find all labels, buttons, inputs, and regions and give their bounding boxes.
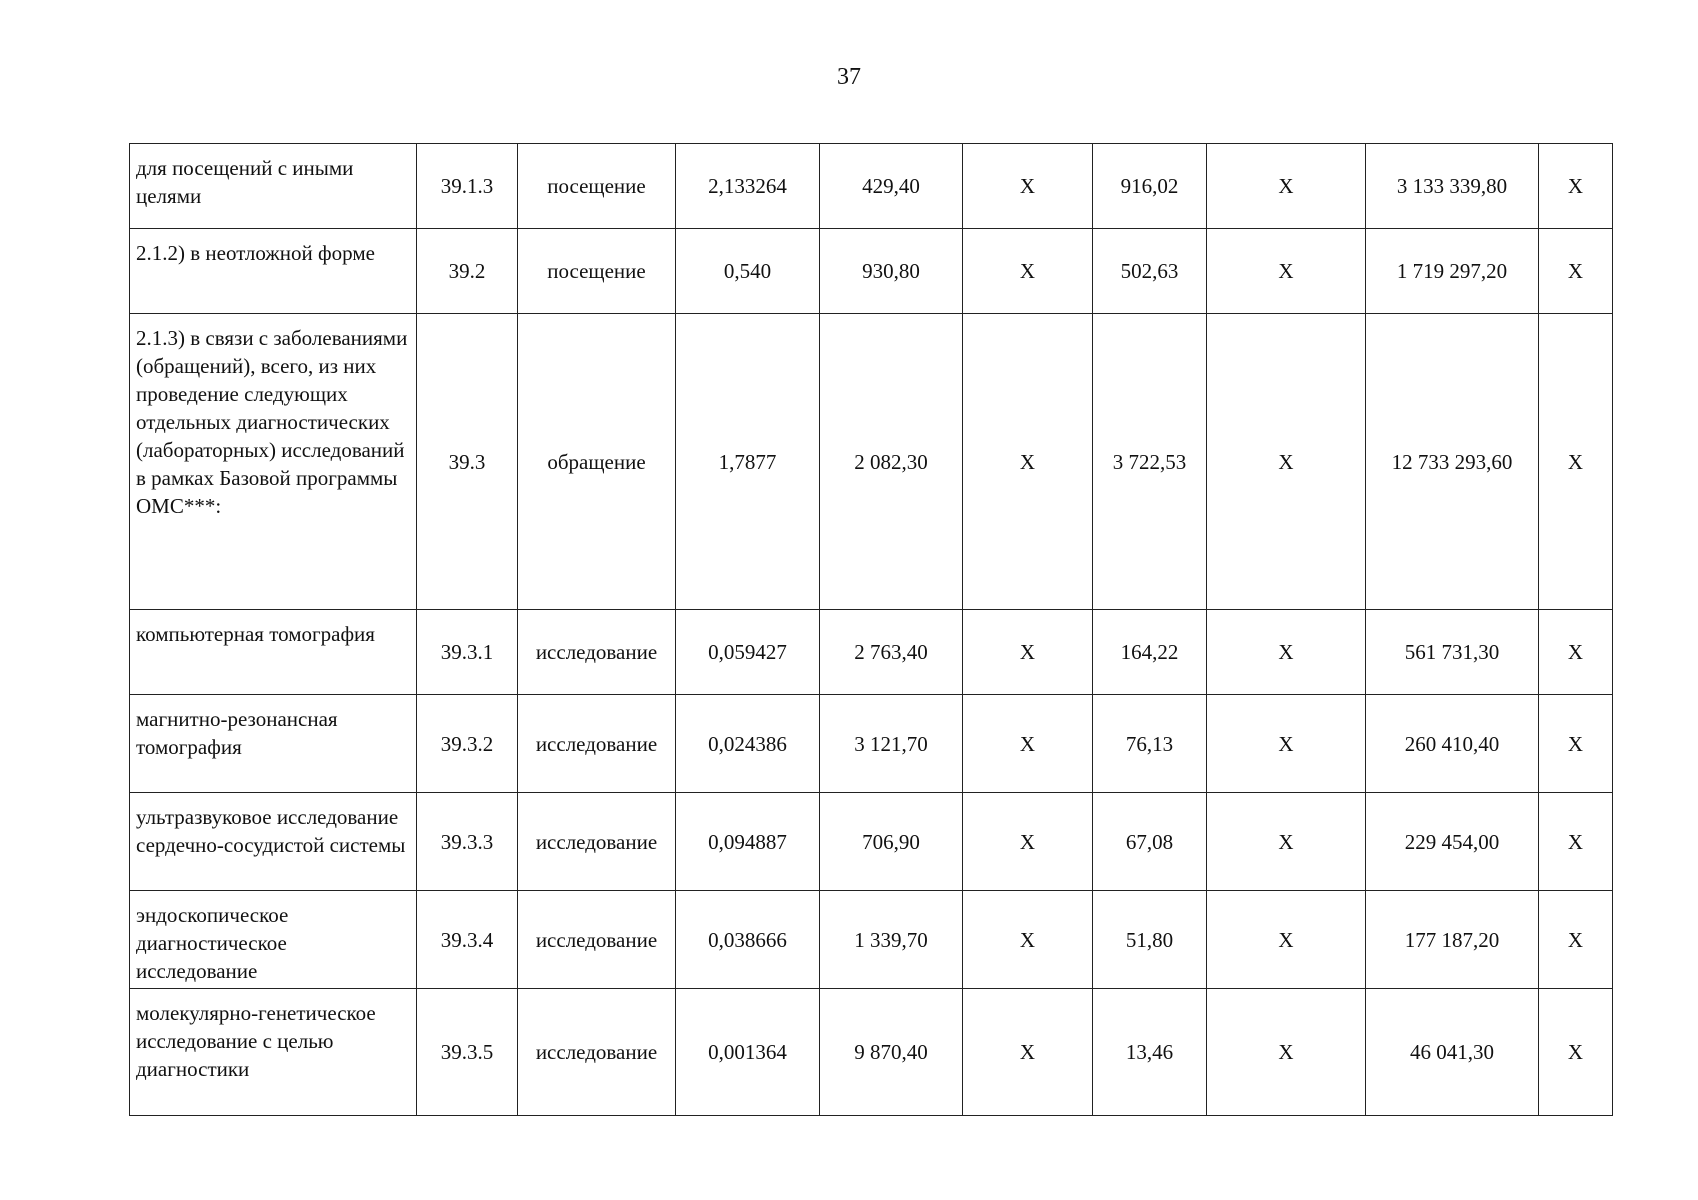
table-row xyxy=(130,989,1613,1116)
row-per-capita: 76,13 xyxy=(1093,695,1207,793)
row-col10: X xyxy=(1539,891,1613,989)
row-col8: X xyxy=(1207,891,1366,989)
row-col10: X xyxy=(1539,314,1613,610)
row-col6: X xyxy=(963,891,1093,989)
row-code: 39.3.5 xyxy=(417,989,518,1116)
row-per-capita: 67,08 xyxy=(1093,793,1207,891)
row-col10: X xyxy=(1539,229,1613,314)
row-unit: исследование xyxy=(518,793,676,891)
row-col8: X xyxy=(1207,695,1366,793)
row-norm: 0,024386 xyxy=(676,695,820,793)
row-unit: обращение xyxy=(518,314,676,610)
row-total: 3 133 339,80 xyxy=(1366,144,1539,229)
row-code: 39.3 xyxy=(417,314,518,610)
row-code: 39.2 xyxy=(417,229,518,314)
row-cost: 2 763,40 xyxy=(820,610,963,695)
row-total: 260 410,40 xyxy=(1366,695,1539,793)
row-name: молекулярно-генетическое исследование с целью диагностики xyxy=(130,989,417,1116)
table-row xyxy=(130,891,1613,989)
table-row xyxy=(130,695,1613,793)
row-norm: 2,133264 xyxy=(676,144,820,229)
row-cost: 930,80 xyxy=(820,229,963,314)
row-unit: исследование xyxy=(518,891,676,989)
data-table xyxy=(129,143,1613,1116)
row-cost: 3 121,70 xyxy=(820,695,963,793)
row-norm: 0,001364 xyxy=(676,989,820,1116)
table-row xyxy=(130,229,1613,314)
row-code: 39.3.4 xyxy=(417,891,518,989)
table-row xyxy=(130,144,1613,229)
row-cost: 9 870,40 xyxy=(820,989,963,1116)
row-unit: исследование xyxy=(518,610,676,695)
row-col10: X xyxy=(1539,610,1613,695)
row-col6: X xyxy=(963,793,1093,891)
row-norm: 0,540 xyxy=(676,229,820,314)
row-unit: исследование xyxy=(518,695,676,793)
row-col10: X xyxy=(1539,144,1613,229)
row-norm: 0,038666 xyxy=(676,891,820,989)
row-cost: 2 082,30 xyxy=(820,314,963,610)
row-per-capita: 164,22 xyxy=(1093,610,1207,695)
row-unit: посещение xyxy=(518,229,676,314)
row-norm: 0,094887 xyxy=(676,793,820,891)
row-total: 229 454,00 xyxy=(1366,793,1539,891)
row-per-capita: 13,46 xyxy=(1093,989,1207,1116)
row-name: 2.1.3) в связи с заболеваниями (обращений), всего, из них проведение следующих отдельных диагностических (лабораторных) исследований в рамках Базовой программы ОМС***: xyxy=(130,314,417,610)
row-col8: X xyxy=(1207,793,1366,891)
row-norm: 0,059427 xyxy=(676,610,820,695)
row-code: 39.3.1 xyxy=(417,610,518,695)
row-col6: X xyxy=(963,229,1093,314)
row-code: 39.1.3 xyxy=(417,144,518,229)
row-name: для посещений с иными целями xyxy=(130,144,417,229)
row-col8: X xyxy=(1207,989,1366,1116)
row-per-capita: 3 722,53 xyxy=(1093,314,1207,610)
row-per-capita: 502,63 xyxy=(1093,229,1207,314)
row-per-capita: 51,80 xyxy=(1093,891,1207,989)
row-name: эндоскопическое диагностическое исследование xyxy=(130,891,417,989)
row-name: магнитно-резонансная томография xyxy=(130,695,417,793)
row-unit: исследование xyxy=(518,989,676,1116)
row-name: ультразвуковое исследование сердечно-сосудистой системы xyxy=(130,793,417,891)
row-total: 561 731,30 xyxy=(1366,610,1539,695)
row-col8: X xyxy=(1207,144,1366,229)
row-name: 2.1.2) в неотложной форме xyxy=(130,229,417,314)
row-total: 12 733 293,60 xyxy=(1366,314,1539,610)
row-code: 39.3.2 xyxy=(417,695,518,793)
row-total: 177 187,20 xyxy=(1366,891,1539,989)
table-row xyxy=(130,610,1613,695)
row-per-capita: 916,02 xyxy=(1093,144,1207,229)
row-cost: 1 339,70 xyxy=(820,891,963,989)
row-col6: X xyxy=(963,989,1093,1116)
row-cost: 706,90 xyxy=(820,793,963,891)
row-col6: X xyxy=(963,695,1093,793)
table-row xyxy=(130,793,1613,891)
row-col8: X xyxy=(1207,229,1366,314)
row-col6: X xyxy=(963,144,1093,229)
row-col6: X xyxy=(963,610,1093,695)
row-unit: посещение xyxy=(518,144,676,229)
row-col8: X xyxy=(1207,314,1366,610)
row-col10: X xyxy=(1539,695,1613,793)
row-col8: X xyxy=(1207,610,1366,695)
page-number: 37 xyxy=(837,64,861,90)
row-total: 1 719 297,20 xyxy=(1366,229,1539,314)
row-name: компьютерная томография xyxy=(130,610,417,695)
row-code: 39.3.3 xyxy=(417,793,518,891)
table-row xyxy=(130,314,1613,610)
row-cost: 429,40 xyxy=(820,144,963,229)
row-norm: 1,7877 xyxy=(676,314,820,610)
row-total: 46 041,30 xyxy=(1366,989,1539,1116)
row-col10: X xyxy=(1539,793,1613,891)
row-col6: X xyxy=(963,314,1093,610)
row-col10: X xyxy=(1539,989,1613,1116)
